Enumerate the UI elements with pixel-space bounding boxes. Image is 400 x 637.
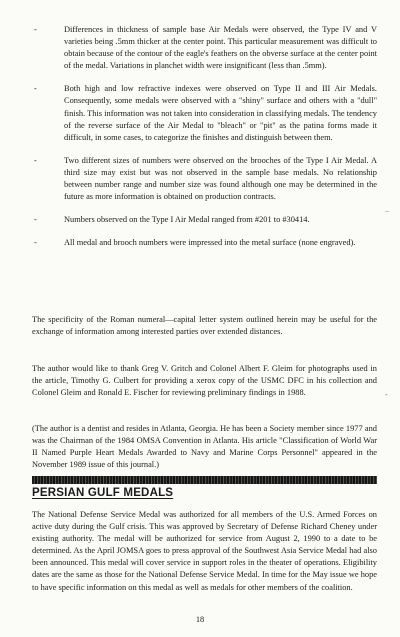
section-heading: PERSIAN GULF MEDALS — [32, 487, 174, 499]
section-divider — [32, 476, 377, 484]
bullet-text: Numbers observed on the Type I Air Medal ranged from #201 to #30414. — [64, 215, 310, 225]
acknowledgements-paragraph: The author would like to thank Greg V. Gritch and Colonel Albert F. Gleim for photographs used in the article, Timothy G. Culbert for providing a xerox copy of the USMC DFC in his collection and Colonel Gleim and Ronald E. Fischer for reviewing preliminary findings in 1988. — [32, 364, 377, 398]
list-item — [32, 24, 377, 72]
author-bio-paragraph: (The author is a dentist and resides in Atlanta, Georgia. He has been a Society member since 1977 and was the Chairman of the 1984 OMSA Convention in Atlanta. His article "Classification of World War II Named Purple Heart Medals Awarded to Navy and Marine Corps Personnel" appeared in the November 1989 issue of this journal.) — [32, 424, 377, 470]
bullet-marker: - — [34, 84, 37, 94]
section-body: The National Defense Service Medal was authorized for all members of the U.S. Armed Forces on active duty during the Gulf crisis. This was approved by Secretary of Defense Richard Cheney under existing authority. The medal will be authorized for service from August 2, 1990 to a date to be determined. As the April JOMSA goes to press approval of the Southwest Asia Service Medal had also been announced. This medal will cover service in support roles in the theater of operations. Eligibility dates are the same as those for the National Defense Service Medal. In time for the May issue we hope to have specific information on this medal as well as medals for other members of the coalition. — [32, 510, 377, 592]
list-item — [32, 214, 377, 226]
bullet-text: Differences in thickness of sample base Air Medals were observed, the Type IV and V varieties being .5mm thicker at the center point. This particular measurement was difficult to obtain because of the contour of the eagle's feathers on the obverse surface at the center point of the medal. Variations in planchet width were insignificant (less than .5mm). — [64, 25, 377, 71]
roman-numeral-paragraph: The specificity of the Roman numeral—capital letter system outlined herein may be useful for the exchange of information among interested parties over extended distances. — [32, 315, 377, 337]
list-item — [32, 237, 377, 249]
bullet-marker: - — [34, 155, 37, 165]
bullet-marker: - — [34, 25, 37, 34]
margin-mark: - — [385, 390, 388, 399]
findings-list — [32, 24, 377, 260]
bullet-text: All medal and brooch numbers were impressed into the metal surface (none engraved). — [64, 238, 356, 248]
list-item — [32, 83, 377, 143]
margin-mark: .. — [385, 205, 389, 214]
bullet-marker: - — [34, 215, 37, 225]
list-item — [32, 155, 377, 203]
bullet-text: Both high and low refractive indexes were observed on Type II and III Air Medals. Consequently, some medals were observed with a "shiny" surface and others with a "dull" finish. This information was not taken into consideration in classifying medals. The tendency of the reverse surface of the Air Medal to "bleach" or "pit" as the patina forms made it difficult, in some cases, to categorize the finishes and distinguish between them. — [64, 84, 377, 142]
bullet-marker: - — [34, 238, 37, 248]
page-number: 18 — [195, 615, 205, 624]
bullet-text: Two different sizes of numbers were observed on the brooches of the Type I Air Medal. A third size may exist but was not observed in the sample base medals. No relationship between number range and number size was found although one may be determined in the future as more information is obtained on production contracts. — [64, 155, 377, 202]
